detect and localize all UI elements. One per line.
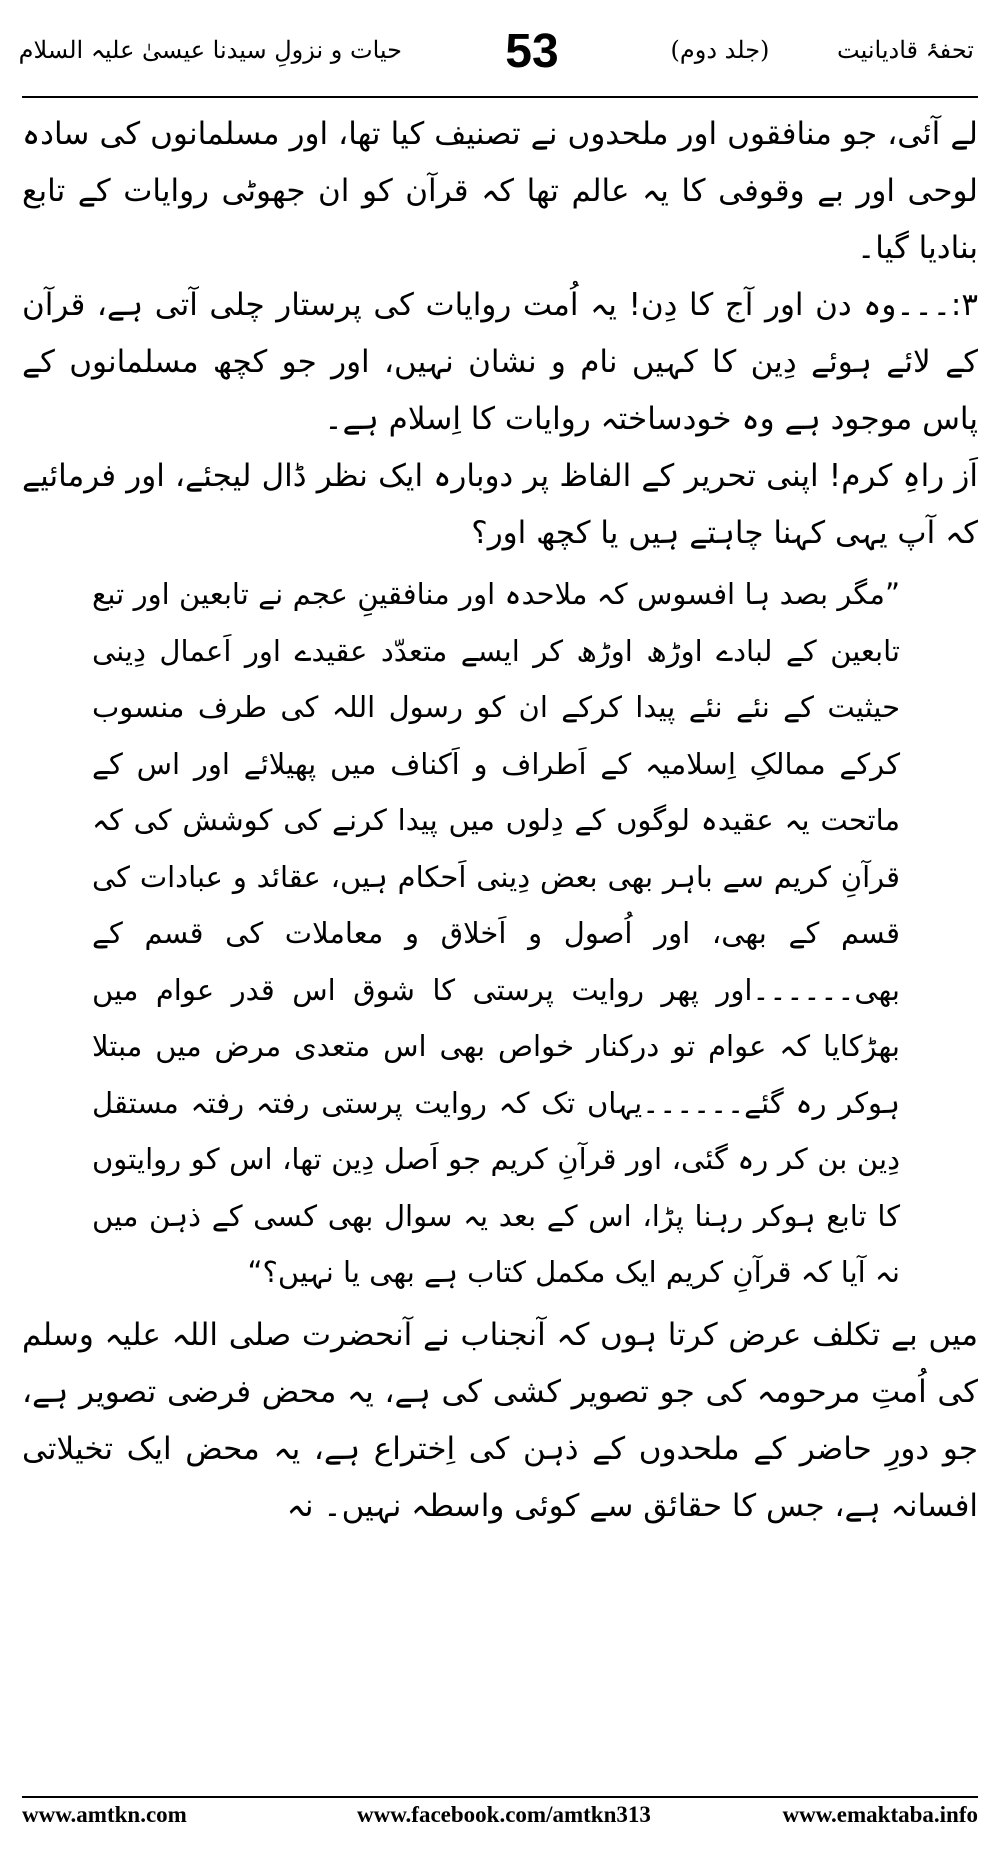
footer-divider — [22, 1796, 978, 1798]
paragraph-3: اَز راہِ کرم! اپنی تحریر کے الفاظ پر دوبارہ ایک نظر ڈال لیجئے، اور فرمائیے کہ آپ یہی کہنا چاہتے ہیں یا کچھ اور؟ — [22, 458, 978, 551]
footer-link-amtkn[interactable]: www.amtkn.com — [22, 1802, 187, 1827]
page-number: 53 — [505, 25, 559, 78]
closing-paragraph: میں بے تکلف عرض کرتا ہوں کہ آنجناب نے آنحضرت صلی اللہ علیہ وسلم کی اُمتِ مرحومہ کی جو تصویر کشی کی ہے، یہ محض فرضی تصویر ہے، جو دورِ حاضر کے ملحدوں کے ذہن کی اِختراع ہے، یہ محض ایک تخیلاتی افسانہ ہے، جس کا حقائق سے کوئی واسطہ نہیں۔ نہ — [22, 1316, 978, 1524]
page-body — [22, 106, 978, 1535]
paragraph-1: لے آئی، جو منافقوں اور ملحدوں نے تصنیف کیا تھا، اور مسلمانوں کی سادہ لوحی اور بے وقوفی کا یہ عالم تھا کہ قرآن کو ان جھوٹی روایات کے تابع بنادیا گیا۔ — [22, 116, 978, 266]
chapter-title: حیات و نزولِ سیدنا عیسیٰ علیہ السلام — [18, 36, 402, 64]
running-head-book — [583, 36, 978, 64]
book-title: تحفۂ قادیانیت — [837, 36, 974, 64]
page-header — [18, 25, 978, 94]
paragraph-2: ۳:۔۔۔وہ دن اور آج کا دِن! یہ اُمت روایات کی پرستار چلی آتی ہے، قرآن کے لائے ہوئے دِین کا کہیں نام و نشان نہیں، اور جو کچھ مسلمانوں کے پاس موجود ہے وہ خودساختہ روایات کا اِسلام ہے۔ — [22, 287, 978, 437]
block-quote: ”مگر بصد ہا افسوس کہ ملاحدہ اور منافقینِ عجم نے تابعین اور تبع تابعین کے لبادے اوڑھ اوڑھ کر ایسے متعدّد عقیدے اور اَعمال دِینی حیثیت کے نئے نئے پیدا کرکے ان کو رسول اللہ کی طرف منسوب کرکے ممالکِ اِسلامیہ کے اَطراف و اَکناف میں پھیلائے اور اس کے ماتحت یہ عقیدہ لوگوں کے دِلوں میں پیدا کرنے کی کوشش کی کہ قرآنِ کریم سے باہر بھی بعض دِینی اَحکام ہیں، عقائد و عبادات کی قسم کے بھی، اور اُصول و اَخلاق و معاملات کی قسم کے بھی۔۔۔۔۔۔اور پھر روایت پرستی کا شوق اس قدر عوام میں بھڑکایا کہ عوام تو درکنار خواص بھی اس متعدی مرض میں مبتلا ہوکر رہ گئے۔۔۔۔۔۔یہاں تک کہ روایت پرستی رفتہ رفتہ مستقل دِین بن کر رہ گئی، اور قرآنِ کریم جو اَصل دِین تھا، اس کو روایتوں کا تابع ہوکر رہنا پڑا، اس کے بعد یہ سوال بھی کسی کے ذہن میں نہ آیا کہ قرآنِ کریم ایک مکمل کتاب ہے بھی یا نہیں؟“ — [92, 577, 900, 1289]
volume-label: (جلد دوم) — [670, 36, 770, 64]
footer-link-facebook[interactable]: www.facebook.com/amtkn313 — [357, 1802, 651, 1827]
header-divider — [22, 96, 978, 98]
footer-link-emaktaba[interactable]: www.emaktaba.info — [782, 1802, 978, 1827]
page-footer — [22, 1802, 978, 1838]
